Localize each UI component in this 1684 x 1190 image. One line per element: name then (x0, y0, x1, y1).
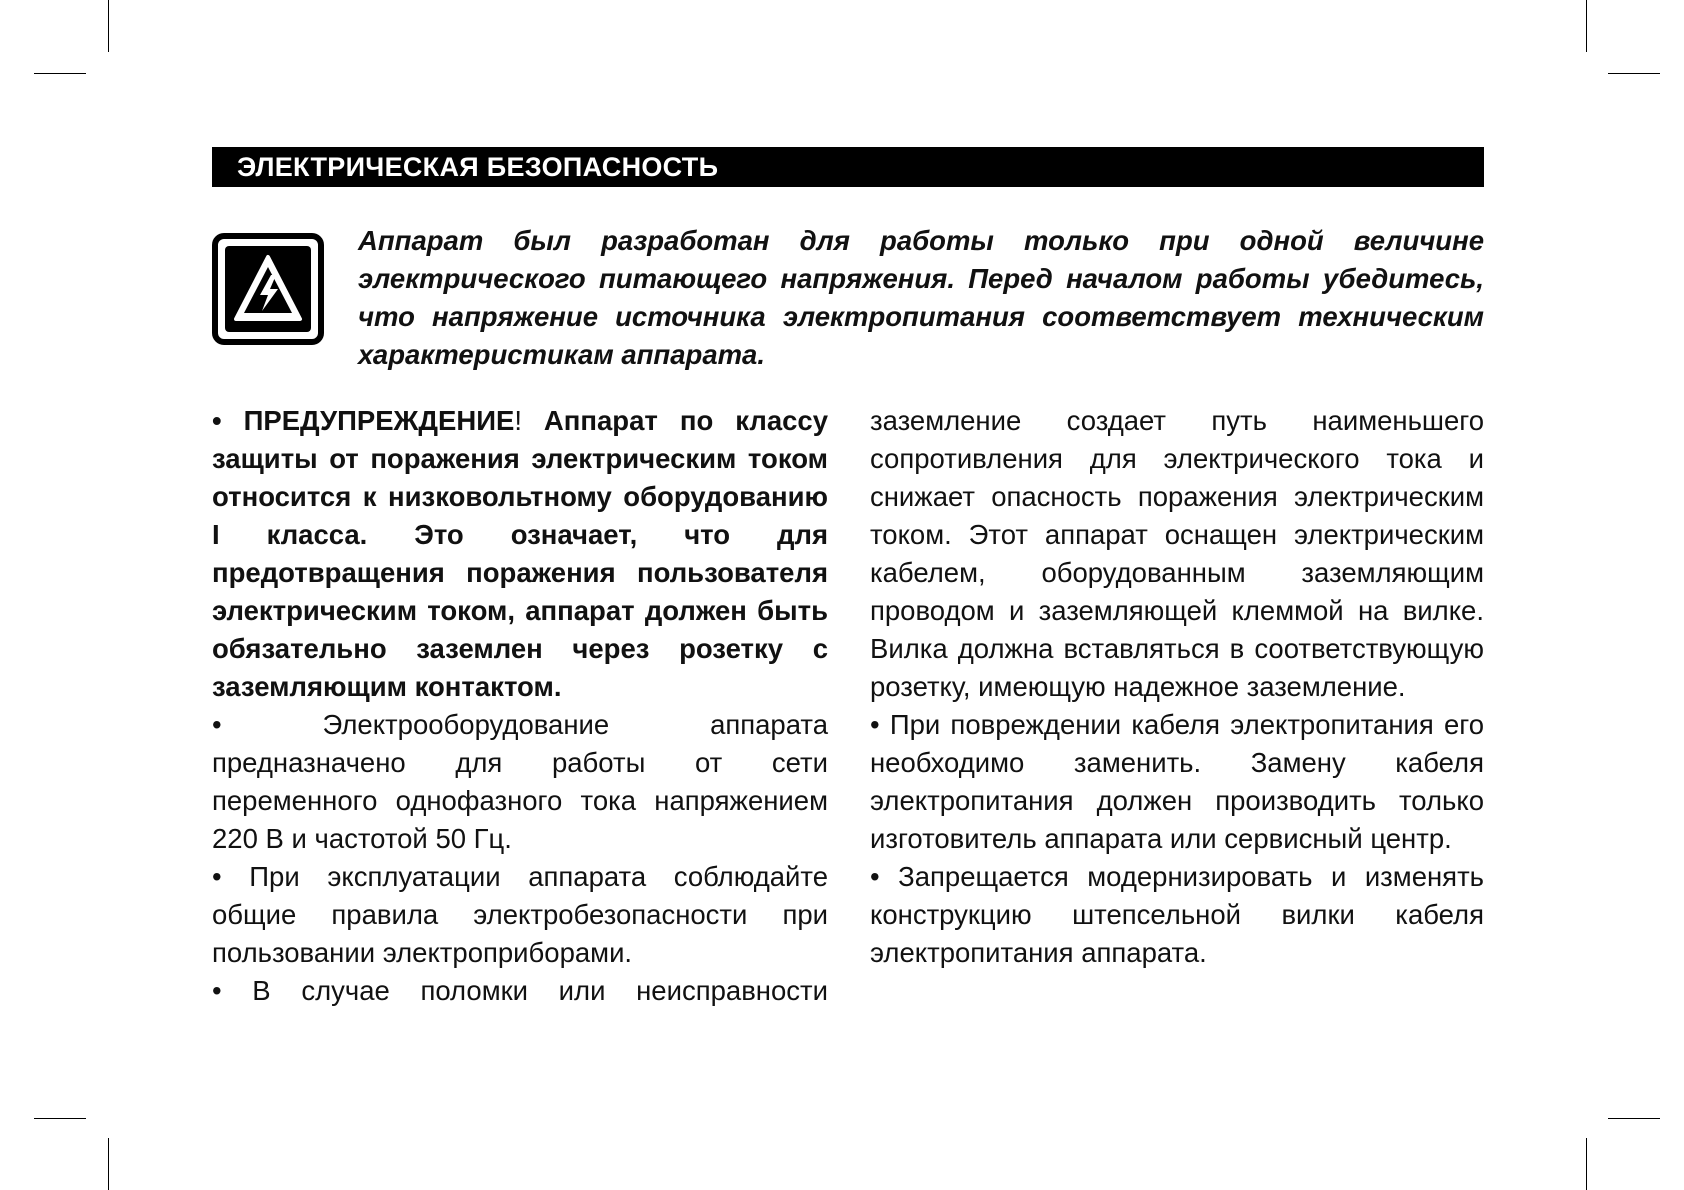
crop-mark-bottom-right-h (1608, 1118, 1660, 1119)
bullet-power-supply: • Электрооборудование аппарата предназначено для работы от сети переменного однофазного тока напряжением 220 В и частотой 50 Гц. (212, 709, 828, 854)
bullet-cable-damage: • При повреждении кабеля электропитания его необходимо заменить. Замену кабеля электропитания должен производить только изготовитель аппарата или сервисный центр. (870, 709, 1484, 854)
intro-paragraph: Аппарат был разработан для работы только при одной величине электрического питающего напряжения. Перед началом работы убедитесь, что напряжение источника электропитания соответствует техническим характеристикам аппарата. (358, 225, 1484, 370)
bullet-malfunction: • В случае поломки или неисправности (212, 975, 828, 1006)
left-column (212, 402, 828, 1010)
warning-text: Аппарат по классу защиты от поражения электрическим током относится к низковольтному оборудованию I класса. Это означает, что для предотвращения поражения пользователя электрическим током, аппарат должен быть обязательно заземлен через розетку с заземляющим контактом. (212, 405, 828, 702)
crop-mark-top-right-h (1608, 73, 1660, 74)
warning-exclaim: ! (514, 405, 522, 436)
crop-mark-top-right-v (1586, 0, 1587, 52)
crop-mark-top-left-v (108, 0, 109, 52)
bullet-general-rules: • При эксплуатации аппарата соблюдайте общие правила электробезопасности при пользовании электроприборами. (212, 861, 828, 968)
right-column (870, 402, 1484, 972)
section-header: ЭЛЕКТРИЧЕСКАЯ БЕЗОПАСНОСТЬ (212, 147, 1484, 187)
crop-mark-bottom-left-h (34, 1118, 86, 1119)
bullet-plug-modification: • Запрещается модернизировать и изменять конструкцию штепсельной вилки кабеля электропитания аппарата. (870, 861, 1484, 968)
warning-prefix: • ПРЕДУПРЕЖДЕНИЕ (212, 405, 515, 436)
crop-mark-top-left-h (34, 73, 86, 74)
electric-hazard-icon (212, 233, 324, 345)
crop-mark-bottom-left-v (108, 1138, 109, 1190)
warning-paragraph (212, 402, 828, 706)
grounding-continuation: заземление создает путь наименьшего сопротивления для электрического тока и снижает опасность поражения электрическим током. Этот аппарат оснащен электрическим кабелем, оборудованным заземляющим проводом и заземляющей клеммой на вилке. Вилка должна вставляться в соответствующую розетку, имеющую надежное заземление. (870, 405, 1484, 702)
crop-mark-bottom-right-v (1586, 1138, 1587, 1190)
